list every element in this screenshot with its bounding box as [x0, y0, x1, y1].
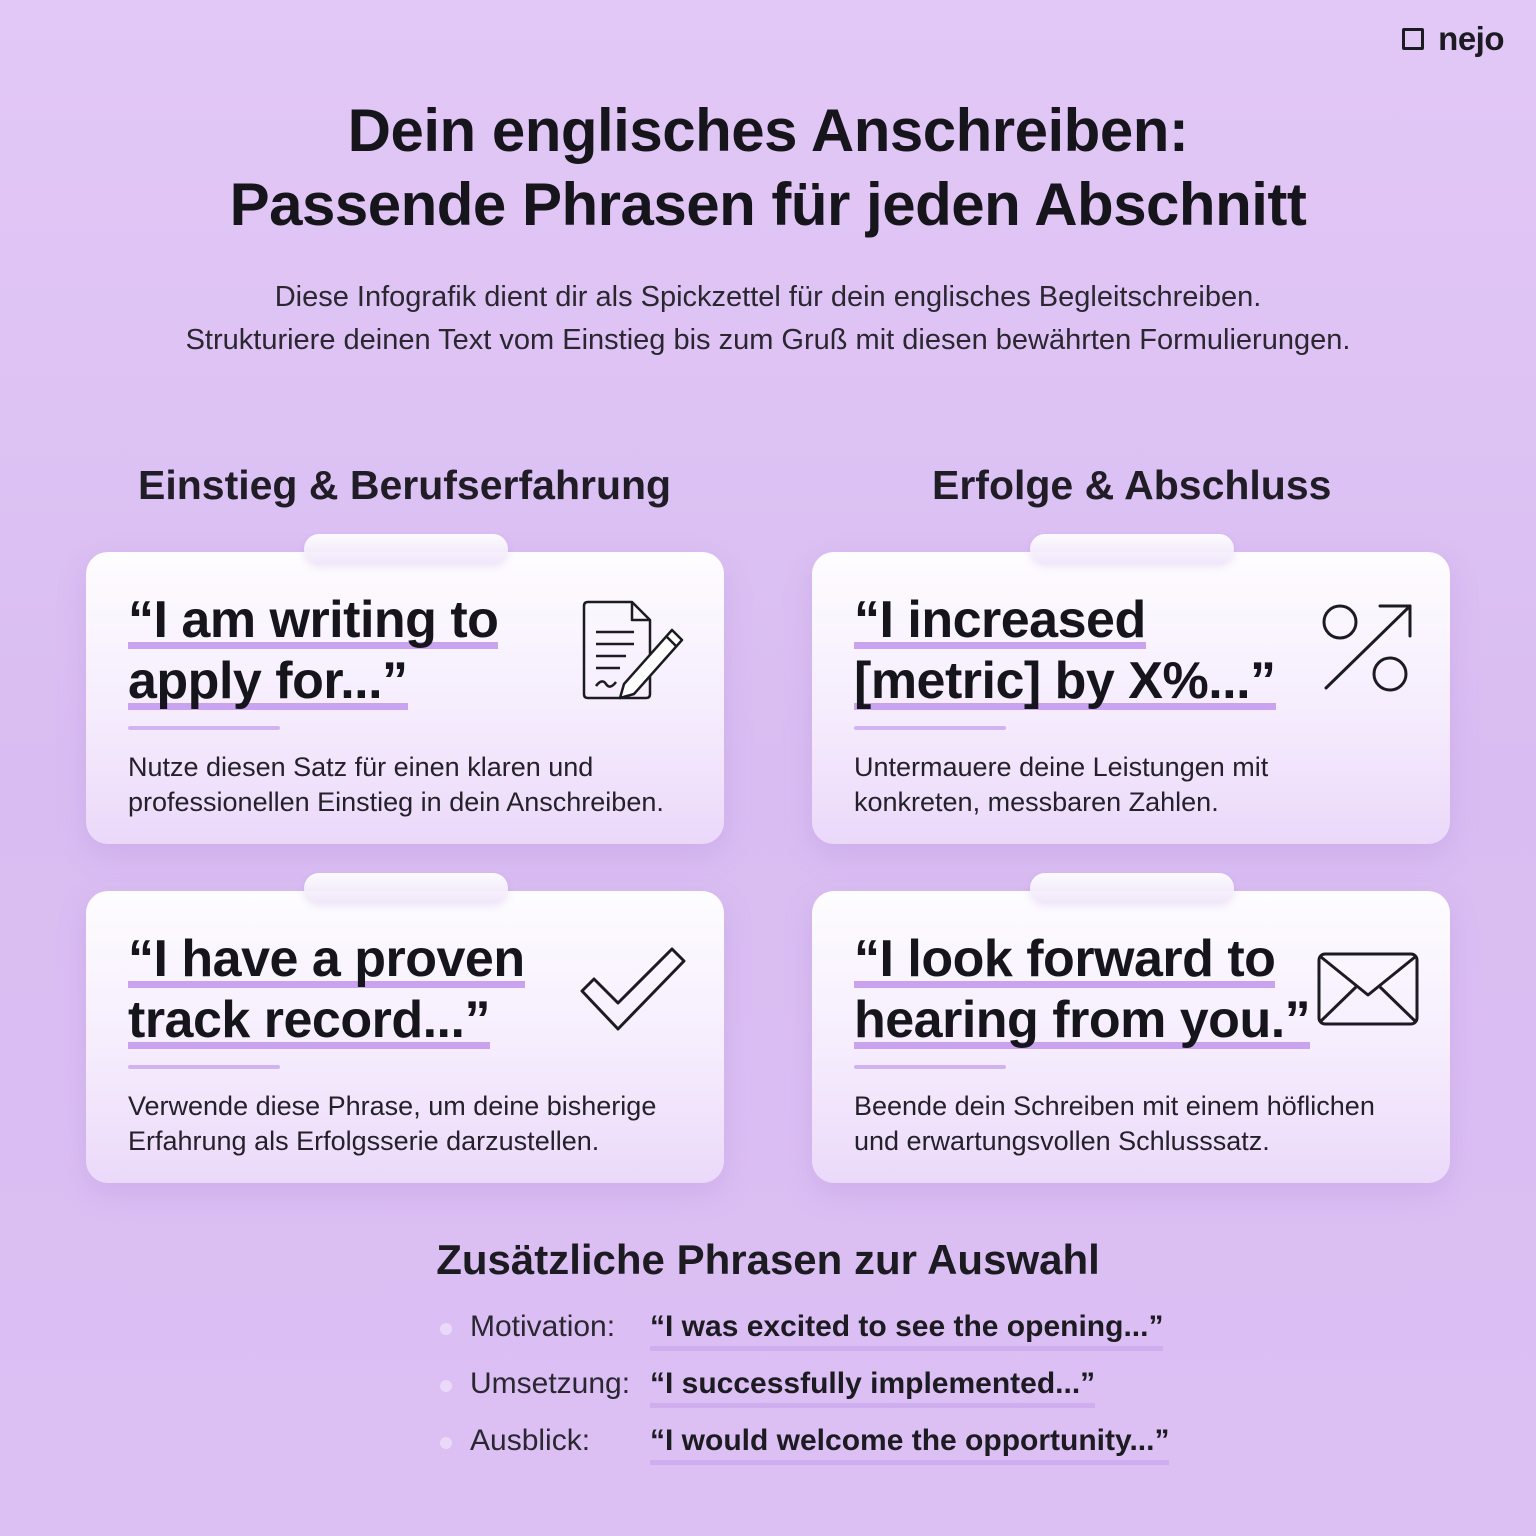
card-phrase-line-2: apply for...” [128, 652, 408, 710]
list-item-label: Umsetzung: [470, 1367, 631, 1400]
card-divider [854, 726, 1006, 730]
phrase-card-closing [812, 891, 1450, 1183]
card-description-line-2: und erwartungsvollen Schlusssatz. [854, 1126, 1270, 1156]
card-tab [1030, 534, 1234, 564]
bullet-dot-icon [440, 1437, 452, 1449]
phrase-card-achievement [812, 552, 1450, 844]
brand-name: nejo [1438, 20, 1504, 57]
page-subtitle-line-1: Diese Infografik dient dir als Spickzettel für dein englisches Begleitschreiben. [274, 281, 1262, 313]
page-title-line-2: Passende Phrasen für jeden Abschnitt [229, 171, 1307, 238]
card-description [854, 1089, 1434, 1159]
page-title-line-1: Dein englisches Anschreiben: [347, 97, 1189, 164]
card-description-line-2: Erfahrung als Erfolgsserie darzustellen. [128, 1126, 600, 1156]
envelope-icon [1316, 951, 1420, 1027]
card-tab [1030, 873, 1234, 903]
list-item-phrase: “I would welcome the opportunity...” [650, 1424, 1169, 1465]
card-description-line-2: professionellen Einstieg in dein Anschreiben. [128, 787, 664, 817]
card-phrase-line-2: track record...” [128, 991, 490, 1049]
card-phrase [854, 929, 1324, 1051]
list-item-label: Ausblick: [470, 1424, 591, 1457]
card-tab [304, 873, 508, 903]
card-phrase [128, 929, 568, 1051]
card-description [128, 750, 708, 820]
document-pen-icon [580, 594, 690, 704]
card-divider [854, 1065, 1006, 1069]
phrase-card-experience [86, 891, 724, 1183]
card-phrase-line-1: “I am writing to [128, 591, 499, 649]
card-description-line-1: Untermauere deine Leistungen mit [854, 752, 1269, 782]
card-description-line-2: konkreten, messbaren Zahlen. [854, 787, 1219, 817]
phrase-card-intro [86, 552, 724, 844]
bullet-dot-icon [440, 1380, 452, 1392]
page-subtitle-line-2: Strukturiere deinen Text vom Einstieg bis zum Gruß mit diesen bewährten Formulierungen. [185, 324, 1351, 356]
card-description-line-1: Nutze diesen Satz für einen klaren und [128, 752, 594, 782]
card-phrase-line-1: “I have a proven [128, 930, 525, 988]
list-item-label: Motivation: [470, 1310, 616, 1343]
card-description-line-1: Beende dein Schreiben mit einem höflichen [854, 1091, 1375, 1121]
card-phrase [854, 590, 1294, 712]
card-phrase-line-2: [metric] by X%...” [854, 652, 1276, 710]
card-divider [128, 726, 280, 730]
card-description [128, 1089, 708, 1159]
bullet-dot-icon [440, 1323, 452, 1335]
list-item-phrase: “I was excited to see the opening...” [650, 1310, 1163, 1351]
card-divider [128, 1065, 280, 1069]
card-phrase-line-1: “I look forward to [854, 930, 1276, 988]
card-description [854, 750, 1434, 820]
percent-arrow-icon [1318, 598, 1418, 698]
column-heading-left: Einstieg & Berufserfahrung [138, 462, 672, 508]
page-title [0, 94, 1536, 242]
card-description-line-1: Verwende diese Phrase, um deine bisherige [128, 1091, 657, 1121]
column-heading-right: Erfolge & Abschluss [932, 462, 1332, 508]
brand-logo [1402, 20, 1504, 58]
checkmark-icon [578, 945, 688, 1035]
additional-phrases-heading: Zusätzliche Phrasen zur Auswahl [436, 1236, 1100, 1283]
logo-square-icon [1402, 28, 1424, 50]
card-phrase [128, 590, 568, 712]
card-phrase-line-2: hearing from you.” [854, 991, 1311, 1049]
card-tab [304, 534, 508, 564]
card-phrase-line-1: “I increased [854, 591, 1146, 649]
list-item-phrase: “I successfully implemented...” [650, 1367, 1095, 1408]
page-subtitle [0, 276, 1536, 362]
